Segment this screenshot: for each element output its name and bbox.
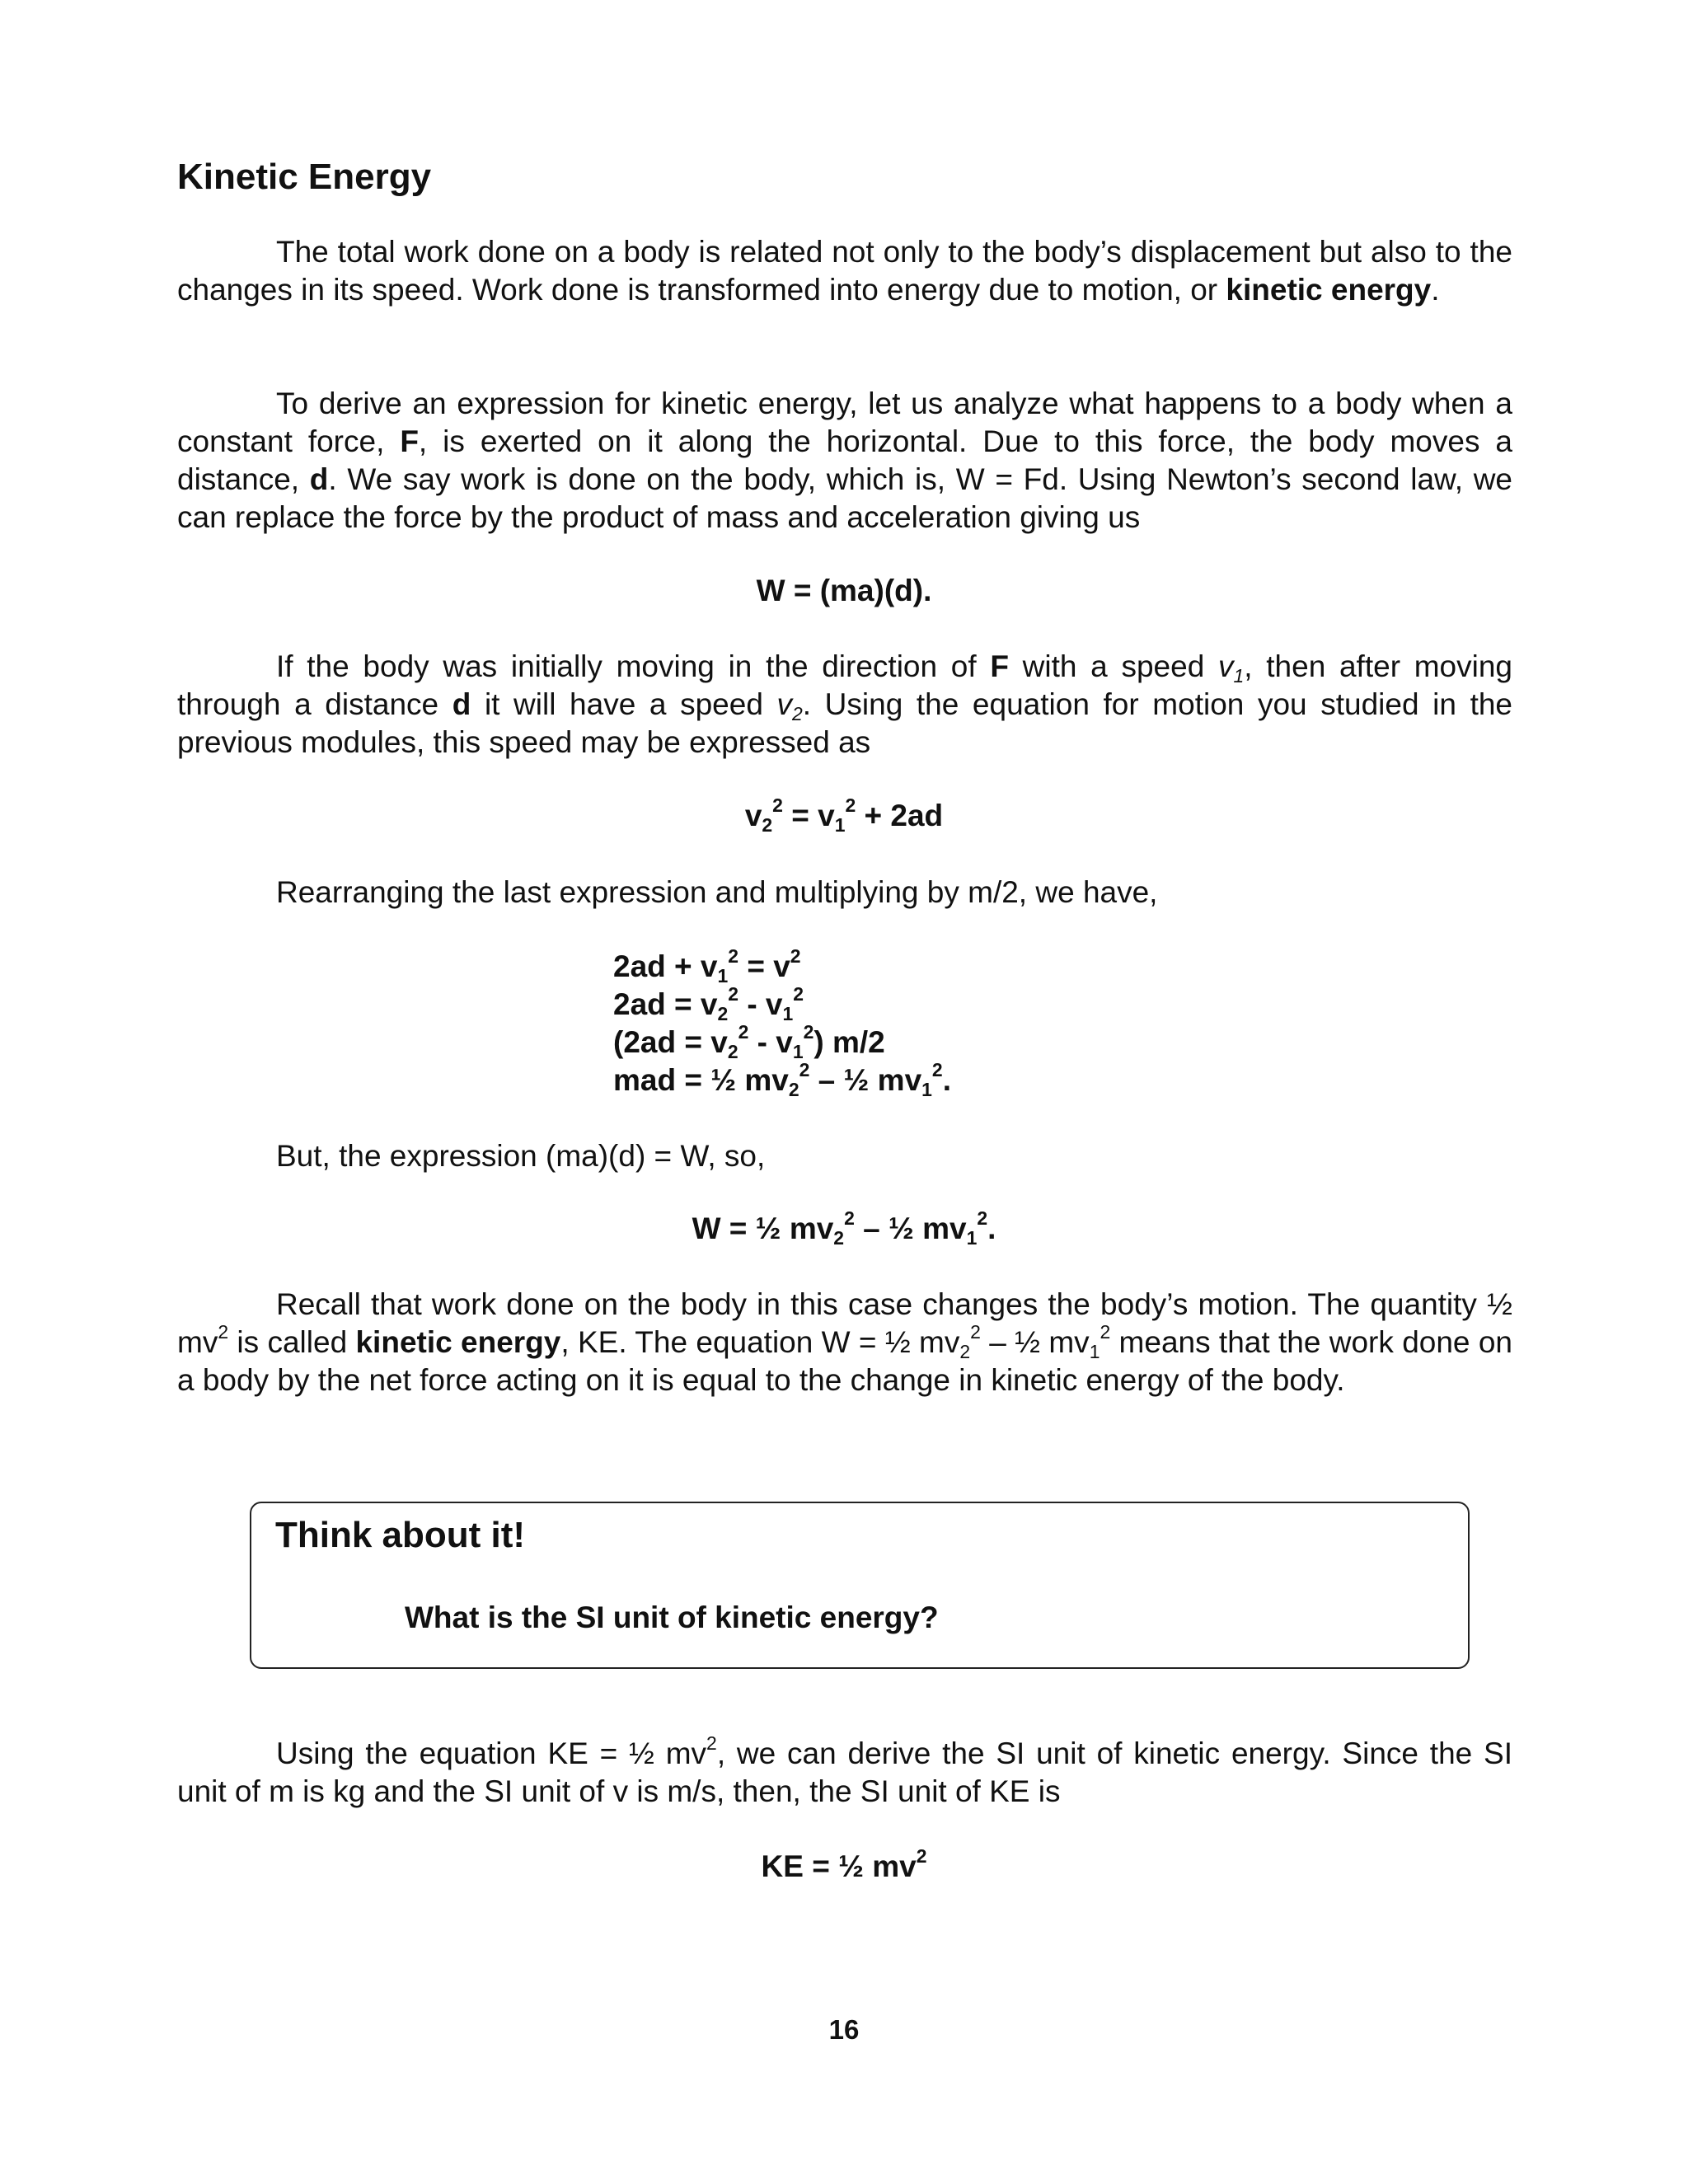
paragraph-si-unit: Using the equation KE = ½ $mv^2$, we can derive the SI unit of kinetic energy. Since the SI unit of m is kg and the SI unit of v is m/s, then, the SI unit of KE is (177, 1732, 1512, 1808)
derivation-line-4: mad = ½ $mv_2^2$ – ½ $mv_1^2$. (613, 1058, 951, 1100)
paragraph-speeds: If the body was initially moving in the direction of F with a speed $v_1$, then after moving through a distance d it will have a speed $v_2$. Using the equation for motion you studied in the previous modules, this speed may be expressed as (177, 649, 1512, 759)
equation-ke: KE = ½ $mv^2$ (761, 1844, 927, 1883)
equation-work-ma-d: W = (ma)(d). (756, 574, 932, 607)
paragraph-recall: Recall that work done on the body in this case changes the body’s motion. The quantity ½ $mv^2$ is called kinetic energy, KE. The equation W = ½ $mv_2^2$ – ½ $mv_1^2$ means that the work done on a body by the net force acting on it is equal to the change in kinetic energy of the body. (177, 1287, 1513, 1397)
paragraph-but-expression: But, the expression (ma)(d) = W, so, (276, 1139, 766, 1173)
derivation-line-3: $(2ad = v_2^2 - v_1^2)$ m/2 (613, 1020, 885, 1062)
term-kinetic-energy-2: kinetic energy (355, 1325, 561, 1359)
section-heading: Kinetic Energy (177, 157, 432, 197)
think-box-title: Think about it! (275, 1515, 526, 1555)
derivation-steps (613, 944, 951, 1100)
paragraph-intro: The total work done on a body is related not only to the body’s displacement but also to the changes in its speed. Work done is transformed into energy due to motion, or kinetic energy. (177, 235, 1512, 307)
paragraph-derivation-setup: To derive an expression for kinetic energy, let us analyze what happens to a body when a constant force, F, is exerted on it along the horizontal. Due to this force, the body moves a distance, d. We say work is done on the body, which is, W = Fd. Using Newton’s second law, we can replace the force by the product of mass and acceleration giving us (177, 387, 1512, 534)
page-number: 16 (828, 2014, 860, 2045)
derivation-line-2: $2ad = v_2^2 - v_1^2$ (613, 982, 804, 1024)
think-box-question: What is the SI unit of kinetic energy? (405, 1601, 939, 1634)
derivation-line-1: $2ad + v_1^2 = v^2$ (613, 944, 801, 987)
equation-work-energy: W = ½ $mv_2^2$ – ½ $mv_1^2$. (692, 1207, 996, 1249)
paragraph-rearranging: Rearranging the last expression and multiplying by m/2, we have, (276, 875, 1158, 909)
term-kinetic-energy: kinetic energy (1226, 273, 1432, 307)
equation-kinematic: $v_2^2 = v_1^2 + 2ad$ (744, 794, 944, 836)
